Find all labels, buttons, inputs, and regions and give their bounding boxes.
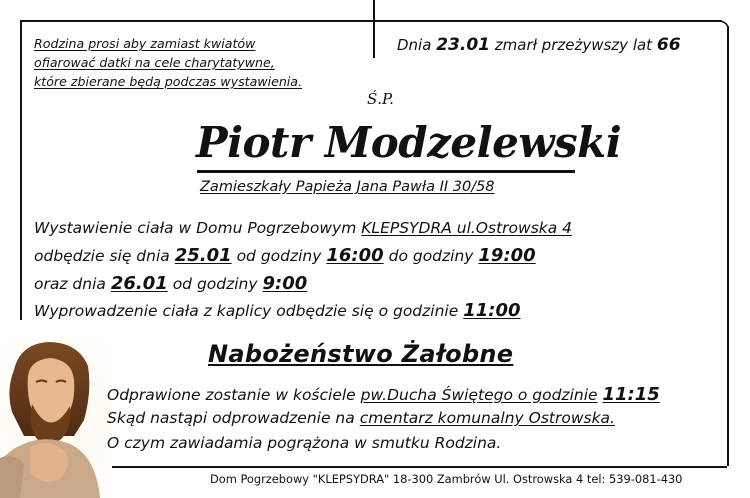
viewing-time-to: 19:00	[478, 245, 536, 266]
death-age: 66	[656, 35, 681, 55]
viewing-time-from: 16:00	[326, 245, 384, 266]
church-name: pw.Ducha Świętego o godzinie	[360, 386, 598, 404]
death-info	[397, 35, 681, 55]
viewing-date-2: 26.01	[110, 273, 168, 294]
flowers-note-line-3: które zbierane będą podczas wystawienia.	[34, 74, 303, 89]
cross-horizontal	[358, 20, 392, 22]
frame-top-right-corner	[715, 18, 735, 38]
viewing-date-1: 25.01	[174, 245, 232, 266]
viewing-line3-b: od godziny	[172, 275, 258, 293]
viewing-line1-text: Wystawienie ciała w Domu Pogrzebowym	[34, 219, 357, 237]
viewing-line2-b: od godziny	[236, 247, 322, 265]
viewing-line4-a: Wyprowadzenie ciała z kaplicy odbędzie się o godzinie	[34, 302, 459, 320]
funeral-home-footer: Dom Pogrzebowy "KLEPSYDRA" 18-300 Zambrów Ul. Ostrowska 4 tel: 539-081-430	[210, 472, 683, 486]
service-line2-a: Skąd nastąpi odprowadzenie na	[107, 409, 355, 427]
death-prefix: Dnia	[397, 36, 432, 54]
service-line1-a: Odprawione zostanie w kościele	[107, 386, 356, 404]
cemetery-name: cmentarz komunalny Ostrowska.	[359, 409, 615, 427]
service-line-1	[107, 384, 660, 405]
sp-label: Ś.P.	[367, 90, 394, 108]
jesus-portrait-image	[0, 340, 112, 498]
viewing-time-2: 9:00	[262, 273, 308, 294]
departure-time: 11:00	[463, 300, 521, 321]
deceased-name: Piotr Modzelewski	[196, 118, 622, 167]
address: Zamieszkały Papieża Jana Pawła II 30/58	[200, 179, 495, 195]
viewing-line2-c: do godziny	[388, 247, 474, 265]
service-title: Nabożeństwo Żałobne	[208, 340, 514, 368]
service-time: 11:15	[602, 384, 660, 405]
viewing-place: KLEPSYDRA ul.Ostrowska 4	[361, 219, 573, 237]
service-line-3: O czym zawiadamia pogrążona w smutku Rodzina.	[107, 434, 502, 452]
frame-top-line-right	[392, 20, 722, 22]
flowers-note	[34, 34, 364, 91]
viewing-line-4	[34, 300, 521, 321]
viewing-line-3	[34, 273, 307, 294]
viewing-line2-a: odbędzie się dnia	[34, 247, 170, 265]
death-date: 23.01	[436, 35, 490, 55]
death-middle: zmarł przeżywszy lat	[494, 36, 653, 54]
frame-bottom-line	[112, 466, 727, 468]
frame-left-line	[20, 20, 22, 320]
service-line-2	[107, 409, 615, 427]
flowers-note-line-2: ofiarować datki na cele charytatywne,	[34, 55, 275, 70]
cross-vertical	[373, 0, 375, 58]
flowers-note-line-1: Rodzina prosi aby zamiast kwiatów	[34, 36, 256, 51]
viewing-line-1	[34, 219, 572, 237]
viewing-line-2	[34, 245, 536, 266]
name-underline	[197, 170, 575, 173]
frame-top-line	[20, 20, 358, 22]
frame-right-line	[727, 26, 729, 466]
viewing-line3-a: oraz dnia	[34, 275, 106, 293]
